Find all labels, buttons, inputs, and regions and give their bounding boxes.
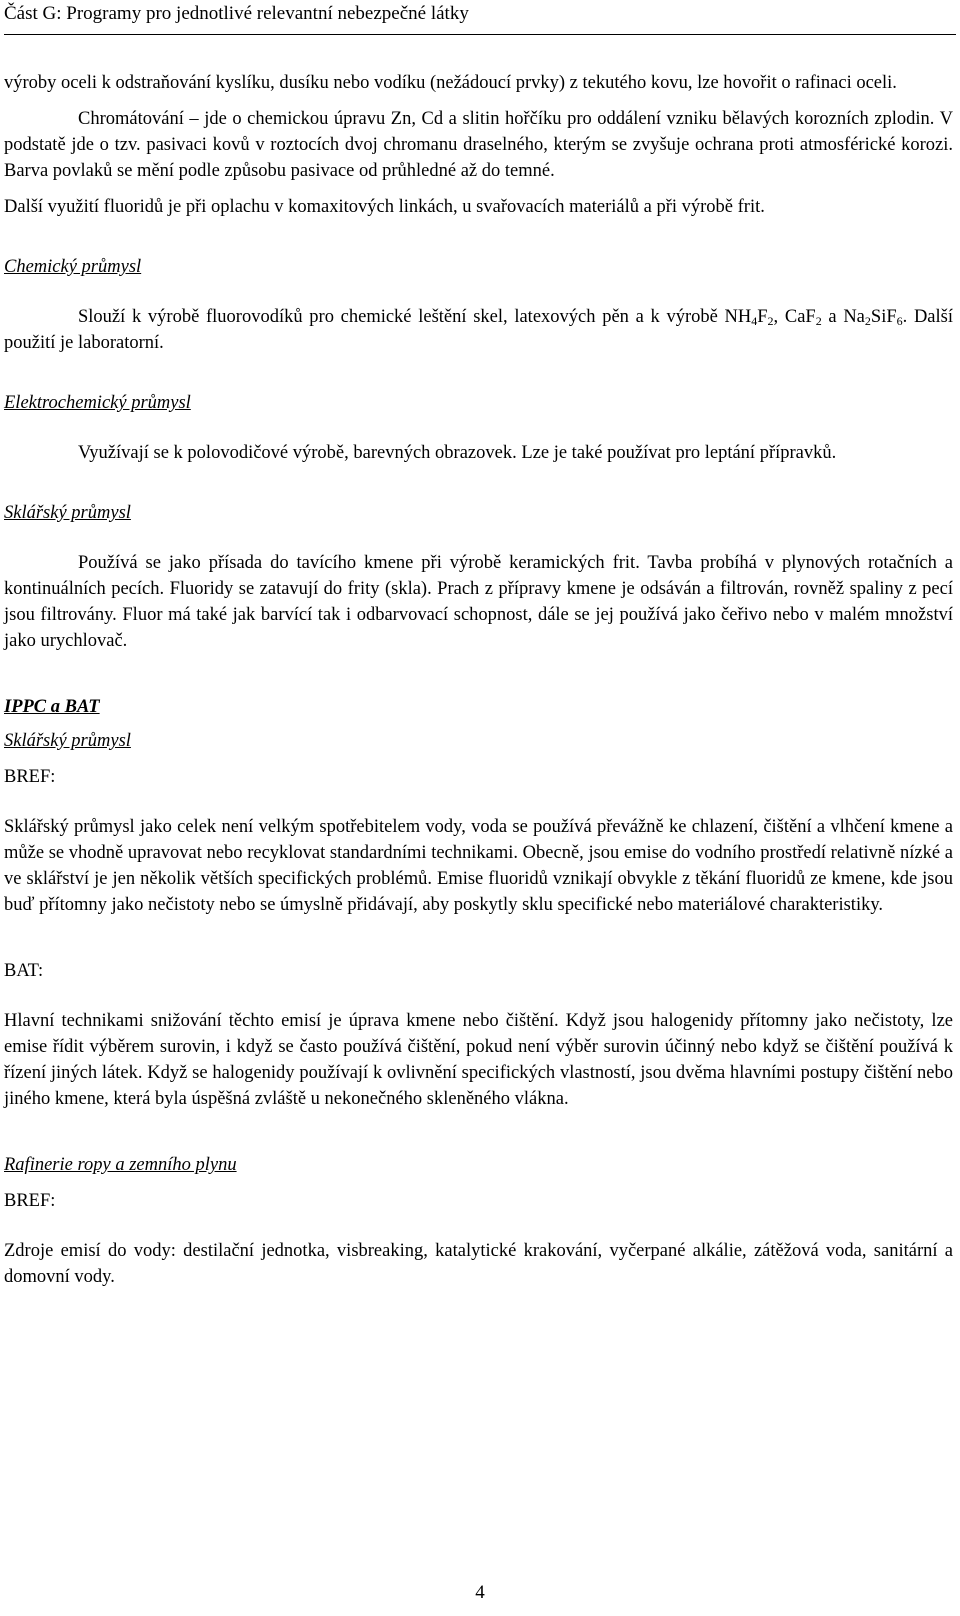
chem-subscript-4: 2 bbox=[864, 314, 871, 328]
chem-subscript-5: 6 bbox=[896, 314, 903, 328]
chem-text-e: SiF bbox=[870, 307, 897, 327]
label-bref-1: BREF: bbox=[4, 767, 56, 787]
chem-text-d: a Na bbox=[821, 307, 865, 327]
chem-text-b: F bbox=[757, 307, 768, 327]
chem-subscript-2: 2 bbox=[767, 314, 774, 328]
heading-ippc-bat: IPPC a BAT bbox=[4, 697, 100, 717]
paragraph-intro: výroby oceli k odstraňování kyslíku, dusíku nebo vodíku (nežádoucí prvky) z tekutého kovu, lze hovořit o rafinaci oceli. bbox=[4, 73, 897, 93]
heading-elektrochemicky-prumysl: Elektrochemický průmysl bbox=[4, 393, 191, 413]
chem-text-a: Slouží k výrobě fluorovodíků pro chemické leštění skel, latexových pěn a k výrobě NH bbox=[78, 307, 752, 327]
paragraph-elektrochemicky-prumysl: Využívají se k polovodičové výrobě, barevných obrazovek. Lze je také používat pro leptání přípravků. bbox=[78, 443, 837, 463]
chem-subscript-3: 2 bbox=[815, 314, 822, 328]
document-body bbox=[4, 70, 953, 1290]
heading-ippc-sklarsky-prumysl: Sklářský průmysl bbox=[4, 731, 131, 751]
chem-text-c: , CaF bbox=[773, 307, 816, 327]
paragraph-bat: Hlavní technikami snižování těchto emisí je úprava kmene nebo čištění. Když jsou halogenidy přítomny jako nečistoty, lze emise řídit výběrem surovin, i když se často používá čištění, pokud není výběr surovin účinný nebo když se čištění používá k řízení jiných látek. Když se halogenidy používají k ovlivnění specifických vlastností, jsou dvěma hlavními postupy čištění nebo jiného kmene, která byla úspěšná zvláště u nekonečného skleněného vlákna. bbox=[4, 1011, 953, 1109]
heading-rafinerie: Rafinerie ropy a zemního plynu bbox=[4, 1155, 237, 1175]
label-bat: BAT: bbox=[4, 961, 44, 981]
chem-subscript-1: 4 bbox=[751, 314, 758, 328]
page-number: 4 bbox=[475, 1582, 485, 1603]
paragraph-bref-2: Zdroje emisí do vody: destilační jednotka, visbreaking, katalytické krakování, vyčerpané alkálie, zátěžová voda, sanitární a domovní vody. bbox=[4, 1241, 953, 1287]
heading-chemicky-prumysl: Chemický průmysl bbox=[4, 257, 142, 277]
label-bref-2: BREF: bbox=[4, 1191, 56, 1211]
heading-sklarsky-prumysl: Sklářský průmysl bbox=[4, 503, 131, 523]
header-title: Část G: Programy pro jednotlivé relevantní nebezpečné látky bbox=[4, 3, 469, 24]
paragraph-sklarsky-prumysl: Používá se jako přísada do tavícího kmene při výrobě keramických frit. Tavba probíhá v plynových rotačních a kontinuálních pecích. Fluoridy se zatavují do frity (skla). Prach z přípravy kmene je odsáván a filtrován, rovněž spaliny z pecí jsou filtrovány. Fluor má také jak barvící tak i odbarvovací schopnost, dále se jej používá jako čeřivo nebo v malém množství jako urychlovač. bbox=[4, 553, 953, 651]
page-header bbox=[4, 0, 956, 35]
chem-text-f: . Další použití je laboratorní. bbox=[4, 307, 953, 353]
paragraph-dalsi-vyuziti: Další využití fluoridů je při oplachu v komaxitových linkách, u svařovacích materiálů a při výrobě frit. bbox=[4, 197, 765, 217]
paragraph-chemicky-prumysl bbox=[4, 304, 953, 356]
paragraph-bref-1: Sklářský průmysl jako celek není velkým spotřebitelem vody, voda se používá převážně ke chlazení, čištění a vlhčení kmene a může se vhodně upravovat nebo recyklovat standardními technikami. Obecně, jsou emise do vodního prostředí relativně nízké a ve sklářství je jen několik větších specifických problémů. Emise fluoridů vznikají obvykle z těkání fluoridů ze kmene, kde jsou buď přítomny jako nečistoty nebo se úmyslně přidávají, aby poskytly sklu specifické nebo materiálové charakteristiky. bbox=[4, 817, 953, 915]
paragraph-chromatovani: Chromátování – jde o chemickou úpravu Zn, Cd a slitin hořčíku pro oddálení vzniku bělavých korozních zplodin. V podstatě jde o tzv. pasivaci kovů v roztocích dvoj chromanu draselného, kterým se zvyšuje ochrana proti atmosférické korozi. Barva povlaků se mění podle způsobu pasivace od průhledné až do temné. bbox=[4, 109, 953, 181]
